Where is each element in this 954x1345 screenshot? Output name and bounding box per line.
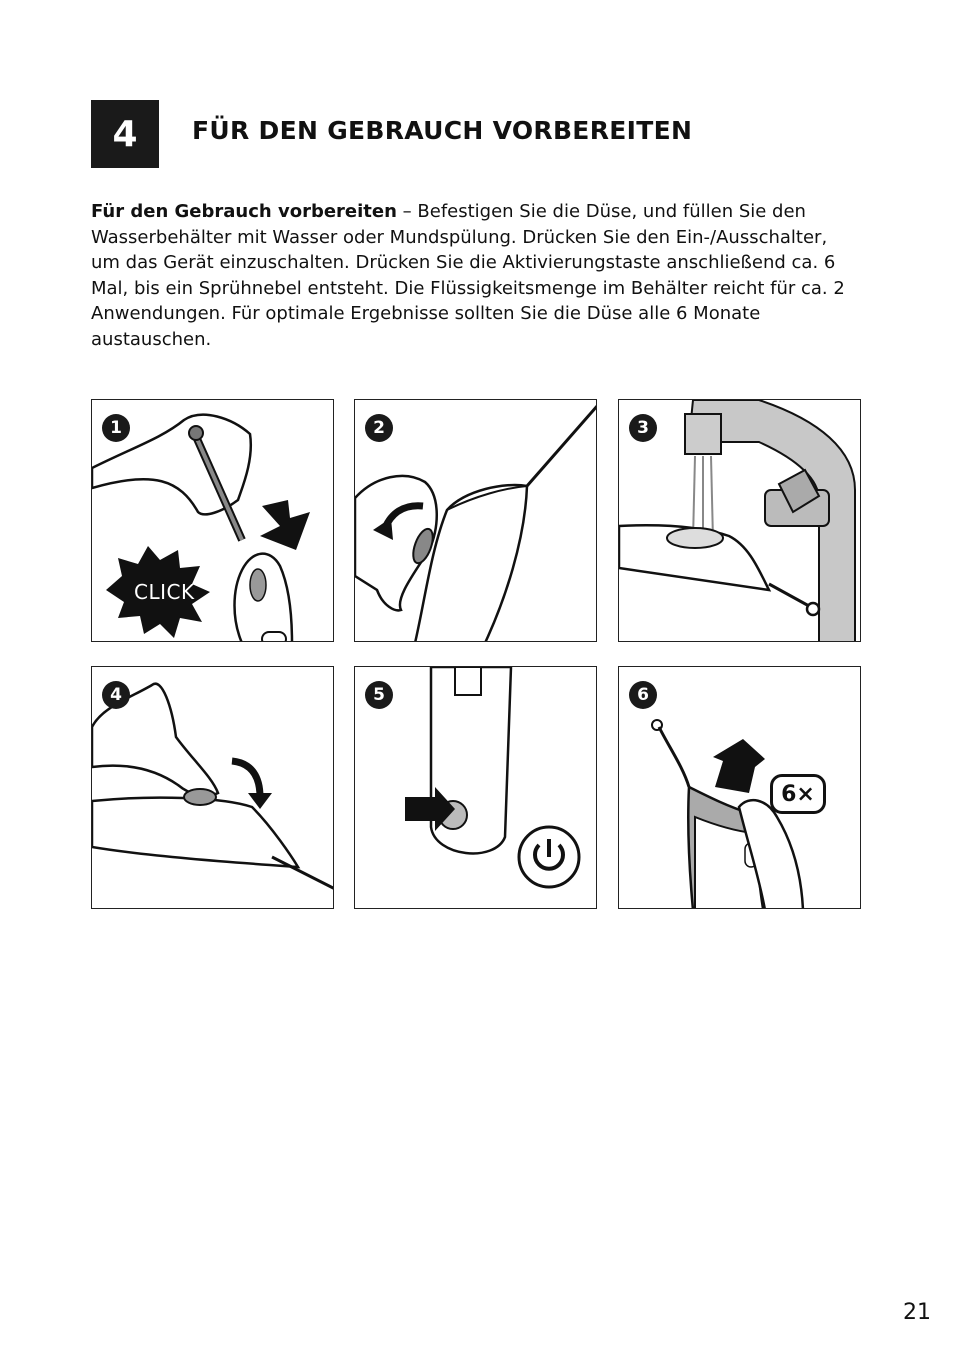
step-6-illustration <box>618 666 861 909</box>
chapter-number: 4 <box>112 113 138 155</box>
six-times-label: 6× <box>770 774 826 814</box>
step-4-badge: 4 <box>102 681 130 709</box>
page-number: 21 <box>903 1300 931 1325</box>
intro-lead: Für den Gebrauch vorbereiten <box>91 201 397 222</box>
power-on-drawing <box>355 667 597 909</box>
step-5-badge: 5 <box>365 681 393 709</box>
chapter-title: FÜR DEN GEBRAUCH VORBEREITEN <box>192 116 693 145</box>
nozzle-attach-drawing <box>92 400 334 642</box>
open-lid-drawing <box>355 400 597 642</box>
click-label: CLICK <box>134 580 195 604</box>
step-1-illustration <box>91 399 334 642</box>
step-4-illustration <box>91 666 334 909</box>
step-3-illustration <box>618 399 861 642</box>
chapter-number-box <box>91 100 159 168</box>
close-lid-drawing <box>92 667 334 909</box>
step-2-illustration <box>354 399 597 642</box>
step-3-badge: 3 <box>629 414 657 442</box>
intro-text: – Befestigen Sie die Düse, und füllen Sie den Wasserbehälter mit Wasser oder Mundspülung. Drücken Sie den Ein-/Ausschalter, um das Gerät einzuschalten. Drücken Sie die Aktivierungstaste anschließend ca. 6 Mal, bis ein Sprühnebel entsteht. Die Flüssigkeitsmenge im Behälter reicht für ca. 2 Anwendungen. Für optimale Ergebnisse sollten Sie die Düse alle 6 Monate austauschen. <box>91 201 845 350</box>
step-2-badge: 2 <box>365 414 393 442</box>
intro-paragraph <box>91 199 851 353</box>
step-5-illustration <box>354 666 597 909</box>
step-6-badge: 6 <box>629 681 657 709</box>
step-1-badge: 1 <box>102 414 130 442</box>
fill-reservoir-drawing <box>619 400 861 642</box>
